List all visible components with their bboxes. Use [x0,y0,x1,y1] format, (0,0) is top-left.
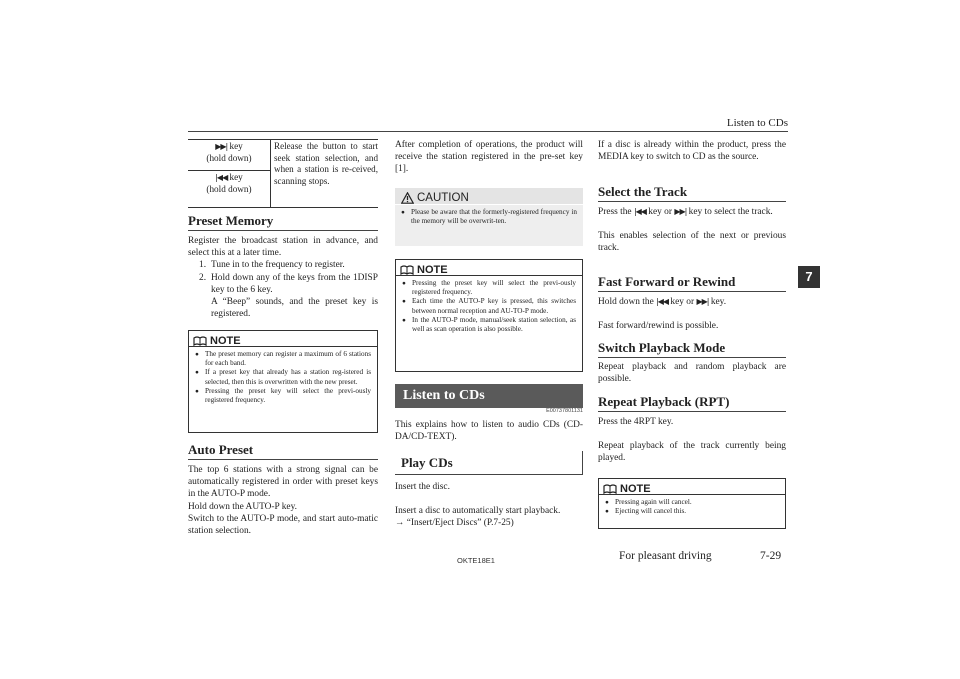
chapter-number: 7 [805,269,813,284]
text-part: Hold down the [598,297,654,307]
note-item: ● Pressing the preset key will select the previ-ously registered frequency. [402,279,576,297]
auto-preset-line: Switch to the AUTO-P mode, and start auto-matic station selection. [188,513,378,537]
banner-text: Listen to CDs [403,388,485,403]
heading-text: Auto Preset [188,442,254,457]
skip-forward-icon: ▶▶| [215,142,228,151]
heading-auto-preset [188,442,378,460]
step-number: 1. [199,260,207,271]
repeat-para2: Repeat playback of the track currently being played. [598,441,786,464]
ff-rewind-para [598,296,786,308]
note-label: NOTE [417,263,448,276]
skip-forward-icon: ▶▶| [674,207,687,216]
note-item: ● Pressing again will cancel. [605,498,779,507]
skip-back-icon: |◀◀ [656,297,669,306]
key-sub: (hold down) [206,183,252,194]
auto-preset-para: The top 6 stations with a strong signal can be automatically registered in order with preset keys in the AUTO-P mode. [188,465,378,500]
note-item: ● Each time the AUTO-P key is pressed, this switches between normal reception and AU-TO-P mode. [402,297,576,315]
note-label: NOTE [620,482,651,495]
auto-preset-body [188,464,378,537]
listen-para: This explains how to listen to audio CDs (CD-DA/CD-TEXT). [395,420,583,443]
key-sub: (hold down) [206,152,252,163]
caution-header [395,188,583,205]
note-header [189,331,377,347]
heading-text: Select the Track [598,184,688,199]
skip-back-icon: |◀◀ [215,173,228,182]
key-label: key [229,172,243,182]
heading-text: Preset Memory [188,213,274,228]
key-table [188,139,378,208]
reference-code: E00737801131 [546,408,583,414]
switch-playback-body: Repeat playback and random playback are possible. [598,362,786,385]
heading-preset-memory [188,213,378,231]
note-box-repeat [598,478,786,529]
note-box-preset [188,330,378,433]
note-box-auto-preset [395,259,583,372]
key-cell-next [188,140,271,171]
heading-switch-playback [598,340,786,358]
auto-preset-line: Hold down the AUTO-P key. [188,501,298,512]
note-header [599,479,785,495]
note-item: ● The preset memory can register a maximum of 6 stations for each band. [195,350,371,368]
skip-forward-icon: ▶▶| [696,297,709,306]
listen-to-cds-banner [395,384,583,408]
heading-text: Fast Forward or Rewind [598,274,736,289]
select-track-body [598,206,786,255]
chapter-tab [798,266,820,288]
note-icon [603,484,617,494]
page-number: 7-29 [760,550,782,562]
play-line: Insert a disc to automatically start playback. [395,506,561,517]
col3-intro: If a disc is already within the product, press the MEDIA key to switch to CD as the source. [598,140,786,163]
repeat-body [598,416,786,465]
text-part: key to select the track. [688,207,773,217]
heading-select-track [598,184,786,202]
ff-rewind-body [598,296,786,332]
play-reference-link[interactable]: → “Insert/Eject Discs” (P.7-25) [395,518,514,529]
preset-intro: Register the broadcast station in advance, and select this at a later time. [188,236,378,259]
text-part: key. [710,297,727,307]
warning-icon [401,192,414,204]
note-header [396,260,582,276]
note-icon [400,265,414,275]
note-label: NOTE [210,334,241,347]
key-cell-prev [188,171,271,208]
play-line: Insert the disc. [395,482,450,492]
step-number: 2. [199,272,207,283]
footer-section: For pleasant driving [619,550,712,562]
note-icon [193,336,207,346]
skip-back-icon: |◀◀ [633,207,646,216]
caution-item: ● Please be aware that the formerly-registered frequency in the memory will be overwrit-ten. [401,208,577,226]
heading-text: Repeat Playback (RPT) [598,394,730,409]
step-item [188,272,378,296]
caution-box [395,188,583,246]
key-label: key [229,141,243,151]
step-item [188,259,378,271]
step-text: Tune in to the frequency to register. [211,260,345,271]
text-part: key or [648,207,672,217]
repeat-para1: Press the 4RPT key. [598,417,674,427]
key-description-text: Release the button to start seek station selection, and when a station is re-ceived, scanning stops. [274,141,378,186]
note-item: ● Pressing the preset key will select the previ-ously registered frequency. [195,387,371,405]
heading-text: Switch Playback Mode [598,340,726,355]
text-part: Press the [598,207,632,217]
select-track-para2: This enables selection of the next or previous track. [598,231,786,254]
heading-play-cds [395,451,583,475]
running-title: Listen to CDs [726,117,788,129]
play-cds-body [395,481,583,530]
key-description [271,140,379,208]
step-result: A “Beep” sounds, and the preset key is registered. [211,297,378,320]
step-text: Hold down any of the keys from the 1DISP key to the 6 key. [211,272,378,295]
note-item: ● In the AUTO-P mode, manual/seek station selection, as well as scan operation is also possible. [402,316,576,334]
ff-rewind-para2: Fast forward/rewind is possible. [598,321,719,332]
preset-memory-body [188,235,378,320]
note-item: ● Ejecting will cancel this. [605,507,779,516]
doc-code: OKTE18E1 [457,556,495,565]
heading-text: Play CDs [401,455,453,470]
note-item: ● If a preset key that already has a station reg-istered is selected, then this is overwritten with the new preset. [195,368,371,386]
header-rule [188,131,788,132]
caution-label: CAUTION [417,191,469,204]
text-part: key or [670,297,695,307]
select-track-para [598,206,786,218]
col2-intro: After completion of operations, the product will receive the station registered in the pre-set key [1]. [395,140,583,175]
heading-repeat-playback [598,394,786,412]
heading-ff-rewind [598,274,786,292]
